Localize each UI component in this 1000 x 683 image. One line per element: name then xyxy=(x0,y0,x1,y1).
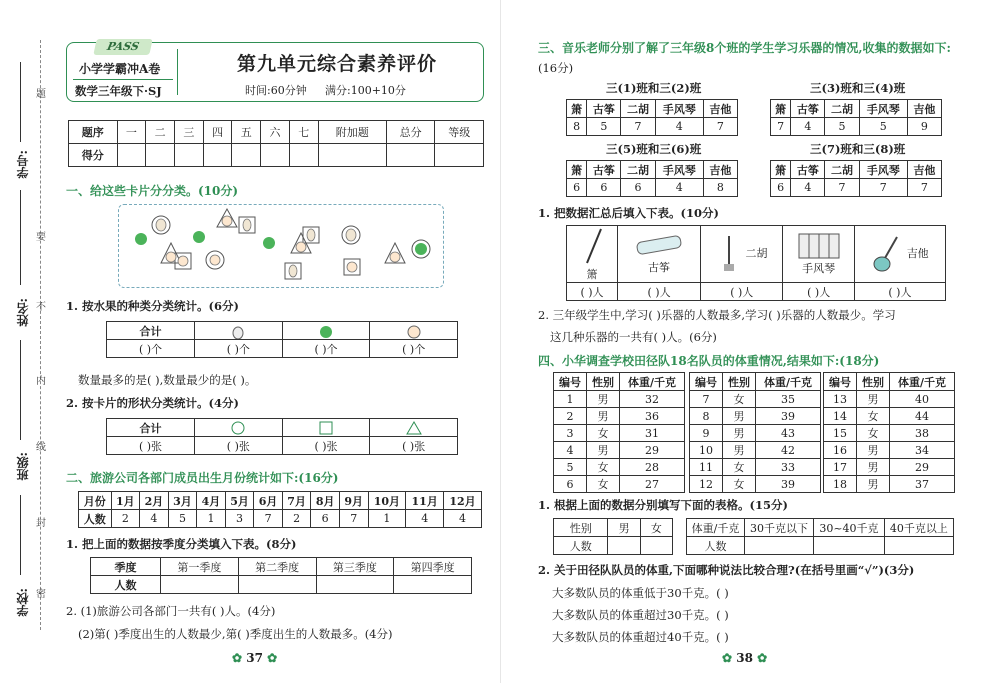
answer-cell[interactable] xyxy=(316,576,394,594)
flute-icon xyxy=(577,226,607,266)
score-cell[interactable] xyxy=(203,144,232,167)
answer-cell[interactable]: ( )人 xyxy=(567,283,618,301)
answer-cell[interactable]: ( )人 xyxy=(701,283,783,301)
month-header: 月份 xyxy=(79,492,112,510)
binding-char: 内 xyxy=(36,376,46,387)
answer-cell[interactable]: ( )人 xyxy=(854,283,945,301)
class-table-caption: 三(1)班和三(2)班 xyxy=(606,81,702,95)
q3-1: 1. 把数据汇总后填入下表。(10分) xyxy=(538,206,719,220)
answer-cell[interactable] xyxy=(161,576,239,594)
month-header: 11月 xyxy=(406,492,444,510)
peach-icon xyxy=(406,323,422,339)
q1-1: 1. 按水果的种类分类统计。(6分) xyxy=(66,299,239,313)
answer-cell[interactable]: ( )人 xyxy=(783,283,854,301)
month-header: 12月 xyxy=(444,492,482,510)
answer-cell[interactable]: ( )个 xyxy=(282,340,370,358)
answer-cell[interactable]: ( )个 xyxy=(370,340,458,358)
q1-fill: 数量最多的是( ),数量最少的是( )。 xyxy=(78,373,257,387)
student-id-label: 学号: xyxy=(16,150,30,179)
q2-1: 1. 把上面的数据按季度分类填入下表。(8分) xyxy=(66,537,297,551)
page-number-right: ✿ 38 ✿ xyxy=(722,651,768,665)
score-label: 满分:100+10分 xyxy=(325,84,406,97)
binding-char: 密 xyxy=(36,589,46,600)
fruit-cards-picture xyxy=(118,204,444,288)
section-1-title: 一、给这些卡片分分类。(10分) xyxy=(66,184,239,198)
answer-cell[interactable] xyxy=(884,537,953,555)
month-header: 4月 xyxy=(197,492,226,510)
q2-2b: (2)第( )季度出生的人数最少,第( )季度出生的人数最多。(4分) xyxy=(78,627,393,641)
month-count: 1 xyxy=(197,510,226,528)
weight-data-table: 编号 性别 体重/千克 7 女 35 8 男 39 9 男 43 10 男 42 11 女 33 12 女 39 xyxy=(689,372,821,493)
shape-count-table: 合计 ( )张 ( )张 ( )张 ( )张 xyxy=(106,418,458,455)
score-cell[interactable] xyxy=(232,144,261,167)
pass-badge: PASS xyxy=(93,39,152,55)
name-label: 姓名: xyxy=(16,298,30,327)
binding-char: 线 xyxy=(36,442,46,453)
section-3-title: 三、音乐老师分别了解了三年级8个班的学生学习乐器的情况,收集的数据如下: xyxy=(538,41,951,55)
month-header: 5月 xyxy=(225,492,254,510)
answer-cell[interactable]: ( )张 xyxy=(107,437,195,455)
month-count: 1 xyxy=(368,510,406,528)
class-label: 班级: xyxy=(16,452,30,481)
quarter-table: 季度 第一季度 第二季度 第三季度 第四季度 人数 xyxy=(90,557,472,594)
page-number-left: ✿ 37 ✿ xyxy=(232,651,278,665)
answer-cell[interactable]: ( )个 xyxy=(195,340,283,358)
answer-cell[interactable]: ( )个 xyxy=(107,340,195,358)
fruit-count-table: 合计 ( )个 ( )个 ( )个 ( )个 xyxy=(106,321,458,358)
q4-1: 1. 根据上面的数据分别填写下面的表格。(15分) xyxy=(538,498,788,512)
square-icon xyxy=(318,420,334,436)
q2-2a: 2. (1)旅游公司各部门一共有( )人。(4分) xyxy=(66,604,276,618)
option-1[interactable]: 大多数队员的体重低于30千克。( ) xyxy=(552,586,729,600)
q3-2a: 2. 三年级学生中,学习( )乐器的人数最多,学习( )乐器的人数最少。学习 xyxy=(538,308,896,322)
score-table: 题序 一 二 三 四 五 六 七 附加题 总分 等级 得分 xyxy=(68,120,484,167)
score-cell[interactable] xyxy=(117,144,146,167)
score-cell[interactable] xyxy=(318,144,386,167)
accordion-icon xyxy=(797,232,841,260)
class-table-caption: 三(7)班和三(8)班 xyxy=(810,142,906,156)
weight-range-table: 体重/千克 30千克以下 30~40千克 40千克以上 人数 xyxy=(686,518,954,555)
pear-icon xyxy=(231,323,245,339)
class-instrument-table: 箫 古筝 二胡 手风琴 吉他 6 6 6 4 8 xyxy=(566,160,738,197)
weight-data-table: 编号 性别 体重/千克 13 男 40 14 女 44 15 女 38 16 男 34 17 男 29 18 男 37 xyxy=(823,372,955,493)
month-header: 10月 xyxy=(368,492,406,510)
answer-cell[interactable] xyxy=(608,537,640,555)
subject-label: 数学三年级下·SJ xyxy=(75,84,162,98)
score-cell[interactable] xyxy=(289,144,318,167)
answer-cell[interactable]: ( )张 xyxy=(195,437,283,455)
month-count: 3 xyxy=(225,510,254,528)
option-2[interactable]: 大多数队员的体重超过30千克。( ) xyxy=(552,608,729,622)
section-2-title: 二、旅游公司各部门成员出生月份统计如下:(16分) xyxy=(66,471,339,485)
apple-icon xyxy=(319,323,333,339)
month-header: 7月 xyxy=(282,492,311,510)
month-count: 5 xyxy=(168,510,197,528)
class-table-caption: 三(5)班和三(6)班 xyxy=(606,142,702,156)
q3-2b: 这几种乐器的一共有( )人。(6分) xyxy=(550,330,717,344)
class-table-caption: 三(3)班和三(4)班 xyxy=(810,81,906,95)
series-title: 小学学霸冲A卷 xyxy=(79,62,161,76)
section-4-title: 四、小华调查学校田径队18名队员的体重情况,结果如下:(18分) xyxy=(538,354,880,368)
month-count: 4 xyxy=(406,510,444,528)
class-instrument-table: 箫 古筝 二胡 手风琴 吉他 6 4 7 7 7 xyxy=(770,160,942,197)
answer-cell[interactable] xyxy=(744,537,813,555)
month-count: 6 xyxy=(311,510,340,528)
month-count: 7 xyxy=(254,510,283,528)
instrument-summary-table: 箫 古筝 二胡 手风琴 吉他 ( )人 ( )人 ( )人 ( )人 ( )人 xyxy=(566,225,946,301)
score-cell[interactable] xyxy=(261,144,290,167)
score-cell[interactable] xyxy=(174,144,203,167)
binding-char: 不 xyxy=(36,302,46,313)
answer-cell[interactable] xyxy=(238,576,316,594)
answer-cell[interactable] xyxy=(640,537,672,555)
gender-table: 性别 男 女 人数 xyxy=(553,518,673,555)
binding-char: 封 xyxy=(36,518,46,529)
guitar-icon xyxy=(871,234,903,274)
month-header: 6月 xyxy=(254,492,283,510)
month-count: 2 xyxy=(111,510,140,528)
month-count: 4 xyxy=(444,510,482,528)
section-3-points: (16分) xyxy=(538,61,574,75)
month-count: 2 xyxy=(282,510,311,528)
weight-data-table: 编号 性别 体重/千克 1 男 32 2 男 36 3 女 31 4 男 29 5 女 28 6 女 27 xyxy=(553,372,685,493)
month-count: 4 xyxy=(140,510,169,528)
class-instrument-table: 箫 古筝 二胡 手风琴 吉他 8 5 7 4 7 xyxy=(566,99,738,136)
answer-cell[interactable]: ( )张 xyxy=(370,437,458,455)
triangle-icon xyxy=(405,420,423,436)
score-cell[interactable] xyxy=(146,144,175,167)
exam-header xyxy=(66,42,484,102)
binding-char: 题 xyxy=(36,89,46,100)
q1-2: 2. 按卡片的形状分类统计。(4分) xyxy=(66,396,239,410)
score-cell[interactable] xyxy=(435,144,484,167)
time-label: 时间:60分钟 xyxy=(245,84,307,97)
guzheng-icon xyxy=(633,233,685,259)
score-cell[interactable] xyxy=(386,144,435,167)
answer-cell[interactable] xyxy=(394,576,472,594)
answer-cell[interactable] xyxy=(814,537,885,555)
month-header: 8月 xyxy=(311,492,340,510)
circle-icon xyxy=(230,420,246,436)
erhu-icon xyxy=(716,234,742,274)
month-header: 3月 xyxy=(168,492,197,510)
school-label: 学校: xyxy=(16,588,30,617)
birth-month-table xyxy=(78,491,482,528)
month-count: 7 xyxy=(339,510,368,528)
month-count: 人数 xyxy=(79,510,112,528)
q4-2: 2. 关于田径队队员的体重,下面哪种说法比较合理?(在括号里画“√”)(3分) xyxy=(538,563,915,577)
class-instrument-table: 箫 古筝 二胡 手风琴 吉他 7 4 5 5 9 xyxy=(770,99,942,136)
answer-cell[interactable]: ( )人 xyxy=(618,283,701,301)
binding-char: 要 xyxy=(36,232,46,243)
month-header: 1月 xyxy=(111,492,140,510)
page-title: 第九单元综合素养评价 xyxy=(237,53,438,75)
option-3[interactable]: 大多数队员的体重超过40千克。( ) xyxy=(552,630,729,644)
month-header: 2月 xyxy=(140,492,169,510)
month-header: 9月 xyxy=(339,492,368,510)
answer-cell[interactable]: ( )张 xyxy=(282,437,370,455)
